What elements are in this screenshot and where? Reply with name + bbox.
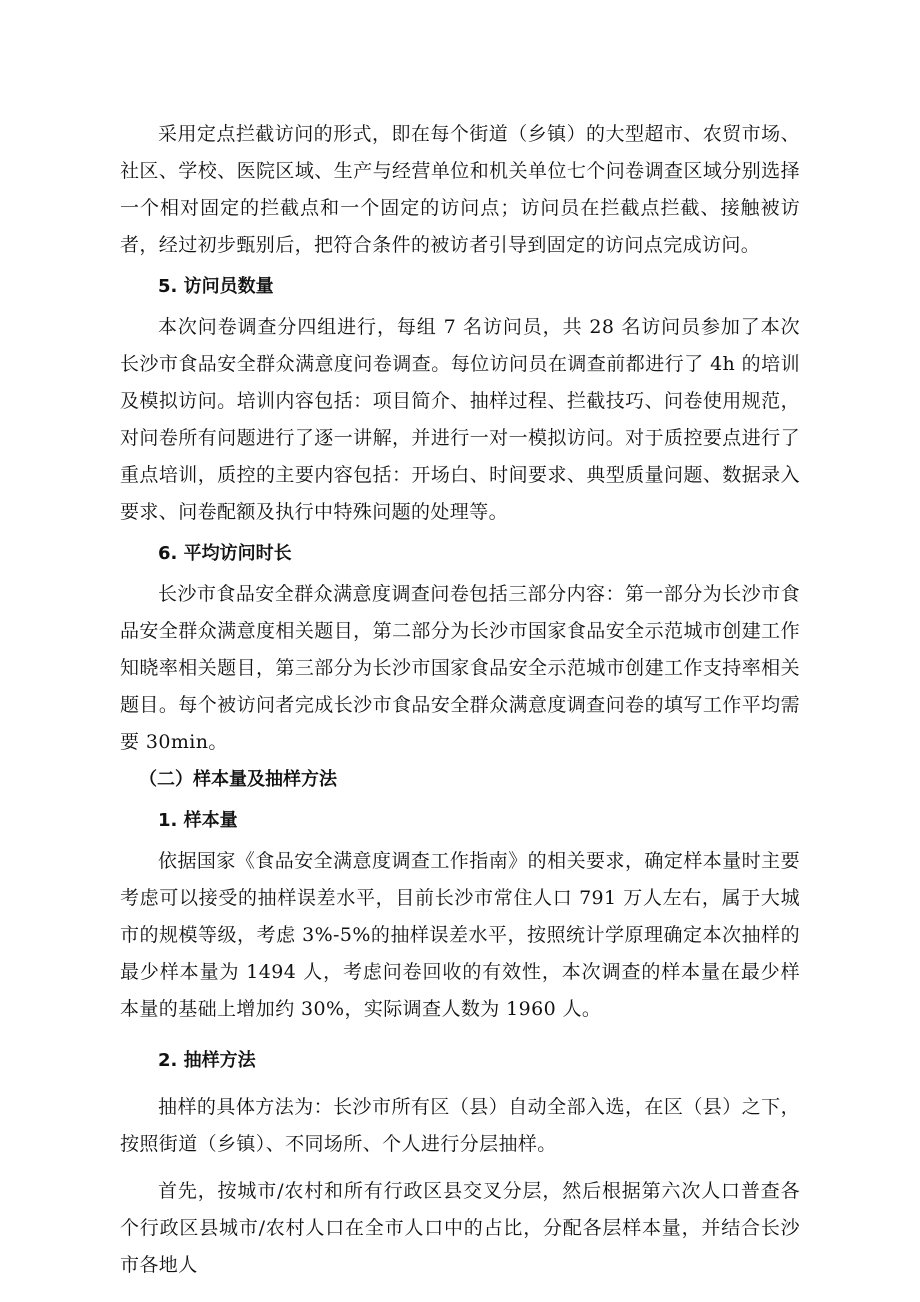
paragraph-interviewer-training: 本次问卷调查分四组进行，每组 7 名访问员，共 28 名访问员参加了本次长沙市食品安全群众满意度问卷调查。每位访问员在调查前都进行了 4h 的培训及模拟访问。培训内容包括：项目简介、抽样过程、拦截技巧、问卷使用规范，对问卷所有问题进行了逐一讲解，并进行一对一模拟访问。对于质控要点进行了重点培训，质控的主要内容包括：开场白、时间要求、典型质量问题、数据录入要求、问卷配额及执行中特殊问题的处理等。 [120, 316, 800, 523]
paragraph-sample-size: 依据国家《食品安全满意度调查工作指南》的相关要求，确定样本量时主要考虑可以接受的抽样误差水平，目前长沙市常住人口 791 万人左右，属于大城市的规模等级，考虑 3%-5%的抽样误差水平，按照统计学原理确定本次抽样的最少样本量为 1494 人，考虑问卷回收的有效性，本次调查的样本量在最少样本量的基础上增加约 30%，实际调查人数为 1960 人。 [120, 850, 800, 1020]
heading-sampling-method: 2. 抽样方法 [158, 1050, 256, 1071]
paragraph-questionnaire-structure: 长沙市食品安全群众满意度调查问卷包括三部分内容：第一部分为长沙市食品安全群众满意度相关题目，第二部分为长沙市国家食品安全示范城市创建工作知晓率相关题目，第三部分为长沙市国家食品安全示范城市创建工作支持率相关题目。每个被访问者完成长沙市食品安全群众满意度调查问卷的填写工作平均需要 30min。 [120, 583, 800, 753]
heading-sample-size: 1. 样本量 [158, 810, 238, 831]
paragraph-interception-method: 采用定点拦截访问的形式，即在每个街道（乡镇）的大型超市、农贸市场、社区、学校、医院区域、生产与经营单位和机关单位七个问卷调查区域分别选择一个相对固定的拦截点和一个固定的访问点；访问员在拦截点拦截、接触被访者，经过初步甄别后，把符合条件的被访者引导到固定的访问点完成访问。 [120, 123, 800, 256]
paragraph-sampling-method: 抽样的具体方法为：长沙市所有区（县）自动全部入选，在区（县）之下，按照街道（乡镇）、不同场所、个人进行分层抽样。 [120, 1096, 800, 1155]
document-body [120, 116, 800, 1284]
paragraph-stratification: 首先，按城市/农村和所有行政区县交叉分层，然后根据第六次人口普查各个行政区县城市/农村人口在全市人口中的占比，分配各层样本量，并结合长沙市各地人 [120, 1180, 800, 1276]
heading-average-duration: 6. 平均访问时长 [158, 543, 292, 564]
section-heading-sampling: （二）样本量及抽样方法 [139, 769, 337, 790]
heading-interviewer-count: 5. 访问员数量 [158, 276, 274, 297]
